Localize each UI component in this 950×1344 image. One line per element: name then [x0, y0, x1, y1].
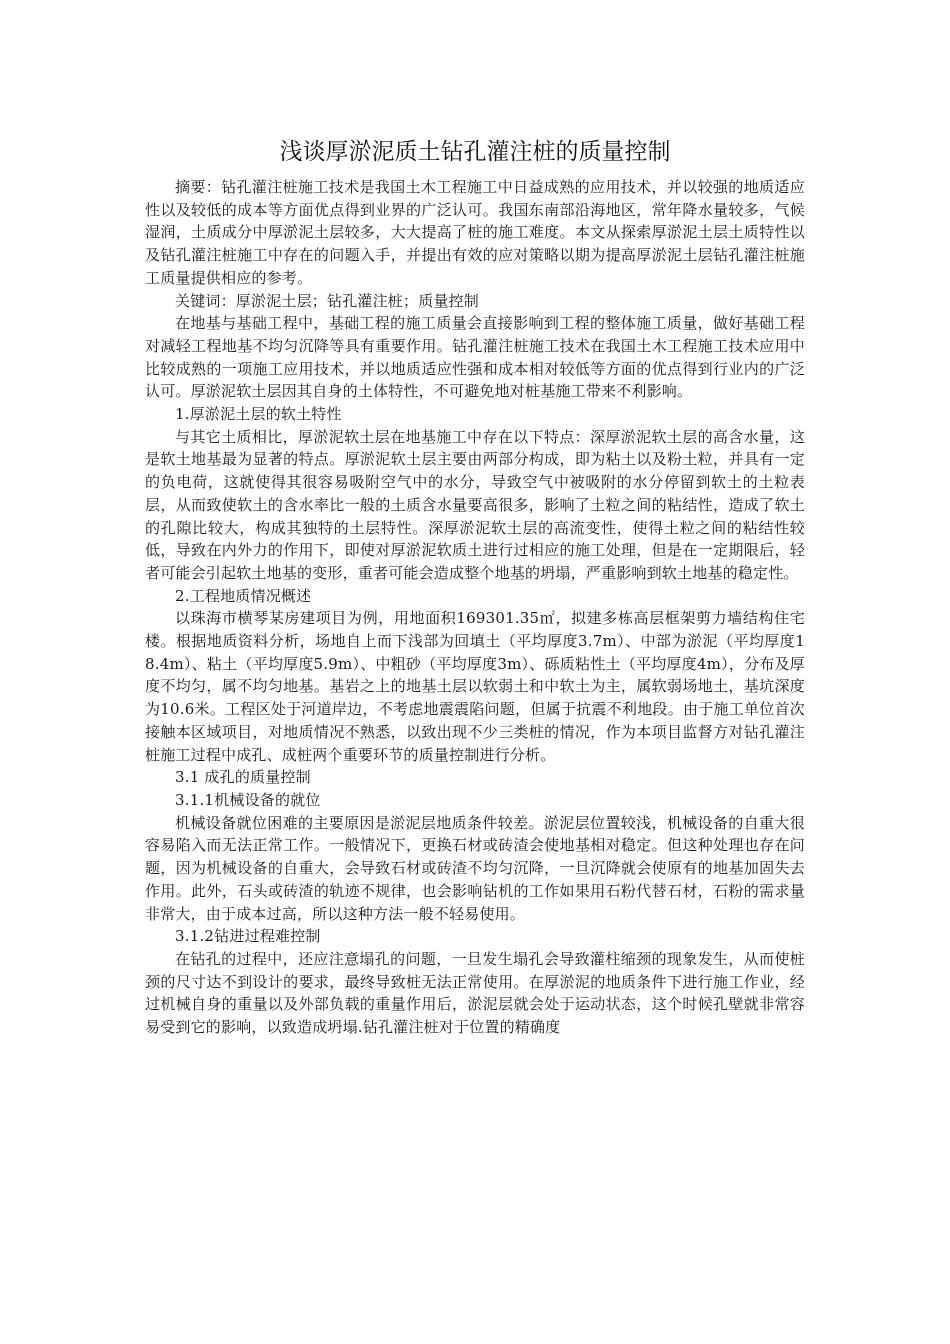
section-2-paragraph: 以珠海市横琴某房建项目为例，用地面积169301.35㎡，拟建多栋高层框架剪力墙结构住宅楼。根据地质资料分析，场地自上而下浅部为回填土（平均厚度3.7m）、中部为淤泥（平均厚度18.4m）、粘土（平均厚度5.9m）、中粗砂（平均厚度3m）、砾质粘性土（平均厚度4m），分布及厚度不均匀，属不均匀地基。基岩之上的地基土层以软弱土和中软土为主，属软弱场地土，基坑深度为10.6米。工程区处于河道岸边，不考虑地震震陷问题，但属于抗震不利地段。由于施工单位首次接触本区域项目，对地质情况不熟悉，以致出现不少三类桩的情况，作为本项目监督方对钻孔灌注桩施工过程中成孔、成桩两个重要环节的质量控制进行分析。	[145, 609, 805, 764]
section-3-1-heading: 3.1 成孔的质量控制	[175, 768, 311, 787]
document-page	[145, 0, 805, 1344]
section-1-paragraph: 与其它土质相比，厚淤泥软土层在地基施工中存在以下特点：深厚淤泥软土层的高含水量，这是软土地基最为显著的特点。厚淤泥软土层主要由两部分构成，即为粘土以及粉土粒，并具有一定的负电荷，这就使得其很容易吸附空气中的水分，导致空气中被吸附的水分停留到软土的土粒表层，从而致使软土的含水率比一般的土质含水量要高很多，影响了土粒之间的粘结性，造成了软土的孔隙比较大，构成其独特的土层特性。深厚淤泥软土层的高流变性，使得土粒之间的粘结性较低，导致在内外力的作用下，即使对厚淤泥软质土进行过相应的施工处理，但是在一定期限后，轻者可能会引起软土地基的变形，重者可能会造成整个地基的坍塌，严重影响到软土地基的稳定性。	[145, 427, 805, 582]
keywords-line: 关键词：厚淤泥土层；钻孔灌注桩；质量控制	[175, 291, 480, 310]
section-3-1-2-paragraph: 在钻孔的过程中，还应注意塌孔的问题，一旦发生塌孔会导致灌柱缩颈的现象发生，从而使桩颈的尺寸达不到设计的要求，最终导致桩无法正常使用。在厚淤泥的地质条件下进行施工作业，经过机械自身的重量以及外部负载的重量作用后，淤泥层就会处于运动状态，这个时候孔壁就非常容易受到它的影响，以致造成坍塌.钻孔灌注桩对于位置的精确度	[145, 949, 805, 1037]
abstract-paragraph: 摘要：钻孔灌注桩施工技术是我国土木工程施工中日益成熟的应用技术，并以较强的地质适应性以及较低的成本等方面优点得到业界的广泛认可。我国东南部沿海地区，常年降水量较多，气候湿润，土质成分中厚淤泥土层较多，大大提高了桩的施工难度。本文从探索厚淤泥土层土质特性以及钻孔灌注桩施工中存在的问题入手，并提出有效的应对策略以期为提高厚淤泥土层钻孔灌注桩施工质量提供相应的参考。	[145, 178, 805, 287]
section-2-heading: 2.工程地质情况概述	[175, 586, 312, 605]
section-3-1-1-paragraph: 机械设备就位困难的主要原因是淤泥层地质条件较差。淤泥层位置较浅，机械设备的自重大很容易陷入而无法正常工作。一般情况下，更换石材或砖渣会使地基相对稳定。但这种处理也存在问题，因为机械设备的自重大，会导致石材或砖渣不均匀沉降，一旦沉降就会使原有的地基加固失去作用。此外，石头或砖渣的轨迹不规律，也会影响钻机的工作如果用石粉代替石材，石粉的需求量非常大，由于成本过高，所以这种方法一般不轻易使用。	[145, 813, 805, 923]
intro-paragraph: 在地基与基础工程中，基础工程的施工质量会直接影响到工程的整体施工质量，做好基础工程对减轻工程地基不均匀沉降等具有重要作用。钻孔灌注桩施工技术在我国土木工程施工技术应用中比较成熟的一项施工应用技术，并以地质适应性强和成本相对较低等方面的优点得到行业内的广泛认可。厚淤泥软土层因其自身的土体特性，不可避免地对桩基施工带来不利影响。	[145, 314, 805, 401]
document-body	[145, 176, 805, 1039]
section-3-1-2-heading: 3.1.2钻进过程难控制	[175, 927, 321, 946]
section-3-1-1-heading: 3.1.1机械设备的就位	[175, 790, 321, 809]
section-1-heading: 1.厚淤泥土层的软土特性	[175, 405, 342, 424]
document-title: 浅谈厚淤泥质土钻孔灌注桩的质量控制	[279, 139, 671, 165]
